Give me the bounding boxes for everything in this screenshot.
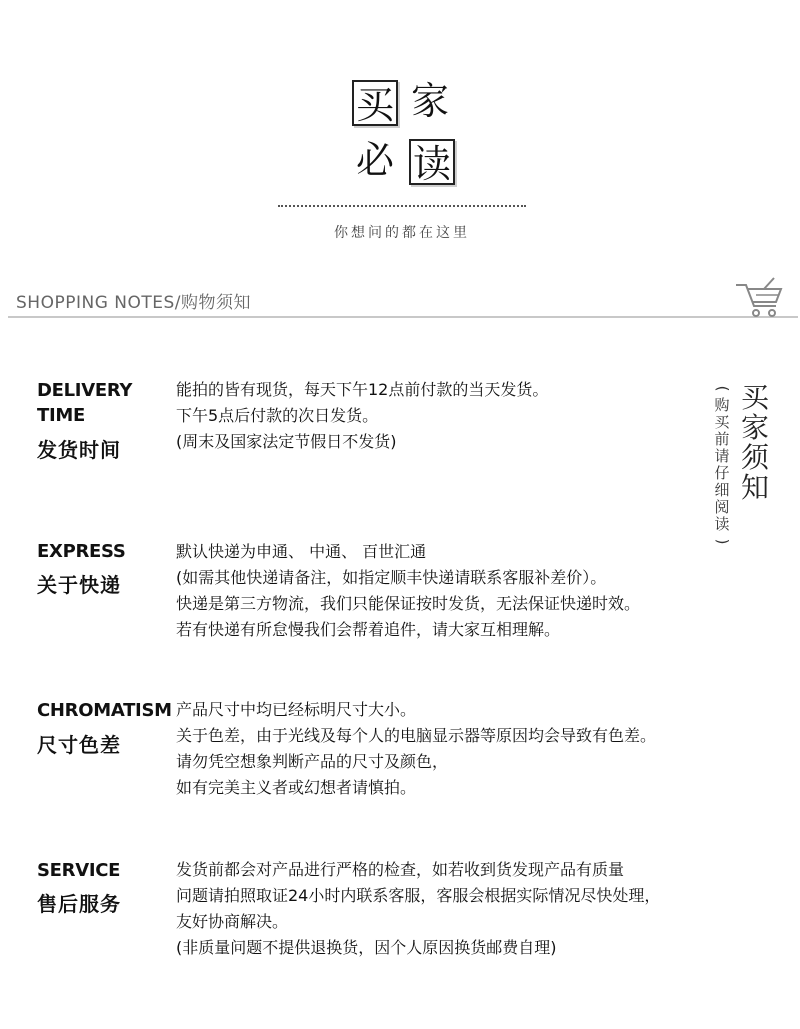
shopping-notes-label: SHOPPING NOTES/购物须知: [16, 293, 252, 313]
notes-divider-line: [8, 316, 798, 318]
title-char-1: 买: [352, 80, 398, 126]
service-heading-en: [37, 858, 120, 883]
side-note-sub-char: 仔: [714, 464, 730, 482]
body-line: (周末及国家法定节假日不发货): [176, 432, 397, 451]
side-note-char: 家: [740, 411, 769, 444]
service-heading-zh: 售后服务: [37, 892, 121, 916]
delivery-heading-zh: 发货时间: [37, 438, 121, 462]
heading-en-line: DELIVERY: [37, 380, 133, 401]
side-note-sub-char: 请: [714, 447, 730, 465]
side-note-subtitle: [712, 380, 732, 550]
body-line: 问题请拍照取证24小时内联系客服，客服会根据实际情况尽快处理，: [176, 886, 661, 905]
side-note-sub-char: (: [713, 385, 732, 392]
heading-en-line: TIME: [37, 405, 85, 426]
delivery-heading-en: [37, 378, 132, 428]
body-line: 如有完美主义者或幻想者请慎拍。: [176, 778, 417, 797]
service-body: [176, 857, 660, 961]
heading-en-line: SERVICE: [37, 860, 121, 881]
side-note-sub-char: 读: [714, 515, 730, 533]
title-char-4: 读: [409, 139, 455, 185]
side-note-char: 须: [740, 441, 769, 474]
delivery-body: [176, 377, 548, 455]
side-note-char: 知: [740, 471, 769, 504]
side-note-sub-char: 买: [714, 413, 730, 431]
express-body: [176, 539, 640, 643]
body-line: 下午5点后付款的次日发货。: [176, 406, 379, 425]
header-subtitle: 你想问的都在这里: [334, 225, 470, 241]
title-char-2: 家: [410, 79, 449, 123]
shopping-cart-icon: [734, 276, 784, 320]
chromatism-heading-en: [37, 698, 172, 723]
heading-en-line: EXPRESS: [37, 541, 126, 562]
side-note-sub-char: 阅: [714, 498, 730, 516]
side-note-sub-char: 前: [714, 430, 730, 448]
side-note-sub-char: 购: [714, 396, 730, 414]
body-line: 友好协商解决。: [176, 912, 289, 931]
side-note-title: [738, 383, 772, 503]
body-line: 若有快递有所怠慢我们会帮着追件，请大家互相理解。: [176, 620, 561, 639]
body-line: 默认快递为申通、 中通、 百世汇通: [176, 542, 427, 561]
body-line: (如需其他快递请备注，如指定顺丰快递请联系客服补差价）。: [176, 568, 607, 587]
side-note-sub-char: 细: [714, 481, 730, 499]
express-heading-zh: 关于快递: [37, 573, 121, 597]
chromatism-body: [176, 697, 656, 801]
body-line: (非质量问题不提供退换货，因个人原因换货邮费自理): [176, 938, 557, 957]
title-char-3: 必: [355, 138, 394, 182]
body-line: 关于色差，由于光线及每个人的电脑显示器等原因均会导致有色差。: [176, 726, 657, 745]
chromatism-heading-zh: 尺寸色差: [37, 733, 121, 757]
body-line: 产品尺寸中均已经标明尺寸大小。: [176, 700, 417, 719]
side-note-char: 买: [740, 381, 769, 414]
body-line: 快递是第三方物流，我们只能保证按时发货，无法保证快递时效。: [176, 594, 641, 613]
body-line: 发货前都会对产品进行严格的检查，如若收到货发现产品有质量: [176, 860, 625, 879]
heading-en-line: CHROMATISM: [37, 700, 172, 721]
body-line: 请勿凭空想象判断产品的尺寸及颜色，: [176, 752, 449, 771]
side-note-sub-char: ): [713, 538, 732, 545]
body-line: 能拍的皆有现货，每天下午12点前付款的当天发货。: [176, 380, 549, 399]
express-heading-en: [37, 539, 126, 564]
dotted-divider: [278, 205, 526, 207]
